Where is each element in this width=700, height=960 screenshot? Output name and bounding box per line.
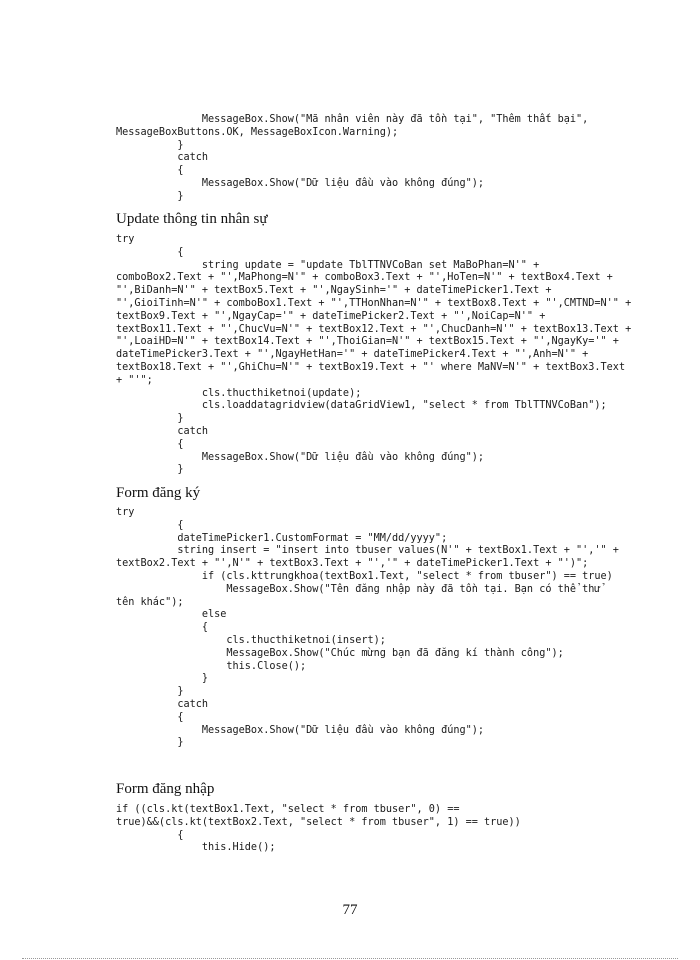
code-block-update-personnel: try { string update = "update TblTTNVCoBan set MaBoPhan=N'" + comboBox2.Text + "',MaPhong=N'" + comboBox3.Text + "',HoTen=N'" + textBox4.Text + "',BiDanh=N'" + textBox5.Text + "',NgaySinh='" + dateTimePicker1.Text + "',GioiTinh=N'" + comboBox1.Text + "',TTHonNhan=N'" + textBox8.Text + "',CMTND=N'" + textBox9.Text + "',NgayCap='" + dateTimePicker2.Text + "',NoiCap=N'" + textBox11.Text + "',ChucVu=N'" + textBox12.Text + "',ChucDanh=N'" + textBox13.Text + "',LoaiHD=N'" + textBox14.Text + "',ThoiGian=N'" + textBox15.Text + "',NgayKy='" + dateTimePicker3.Text + "',NgayHetHan='" + dateTimePicker4.Text + "',Anh=N'" + textBox18.Text + "',GhiChu=N'" + textBox19.Text + "' where MaNV=N'" + textBox3.Text + "'"; cls.thucthiketnoi(update); cls.loaddatagridview(dataGridView1, "select * from TblTTNVCoBan"); } catch { MessageBox.Show("Dữ liệu đầu vào không đúng"); } xyxy=(116,234,632,476)
code-block-catch-insert: MessageBox.Show("Mã nhân viên này đã tồn tại", "Thêm thất bại", MessageBoxButtons.OK, MessageBoxIcon.Warning); } catch { MessageBox.Show("Dữ liệu đầu vào không đúng"); } xyxy=(116,114,589,202)
code-block-register-form: try { dateTimePicker1.CustomFormat = "MM/dd/yyyy"; string insert = "insert into tbuser values(N'" + textBox1.Text + "','" + textBox2.Text + "',N'" + textBox3.Text + "','" + dateTimePicker1.Text + "')"; if (cls.kttrungkhoa(textBox1.Text, "select * from tbuser") == true) MessageBox.Show("Tên đăng nhập này đã tồn tại. Bạn có thể thử tên khác"); else { cls.thucthiketnoi(insert); MessageBox.Show("Chúc mừng bạn đã đăng kí thành công"); this.Close(); } } catch { MessageBox.Show("Dữ liệu đầu vào không đúng"); } xyxy=(116,507,619,749)
heading-login-form: Form đăng nhập xyxy=(116,781,215,797)
code-block-login-form: if ((cls.kt(textBox1.Text, "select * from tbuser", 0) == true)&&(cls.kt(textBox2.Text, "select * from tbuser", 1) == true)) { this.Hide(); xyxy=(116,804,521,854)
heading-register-form: Form đăng ký xyxy=(116,485,201,501)
page-border-line xyxy=(22,958,678,959)
page-number: 77 xyxy=(342,902,358,918)
heading-update-personnel: Update thông tin nhân sự xyxy=(116,211,268,227)
